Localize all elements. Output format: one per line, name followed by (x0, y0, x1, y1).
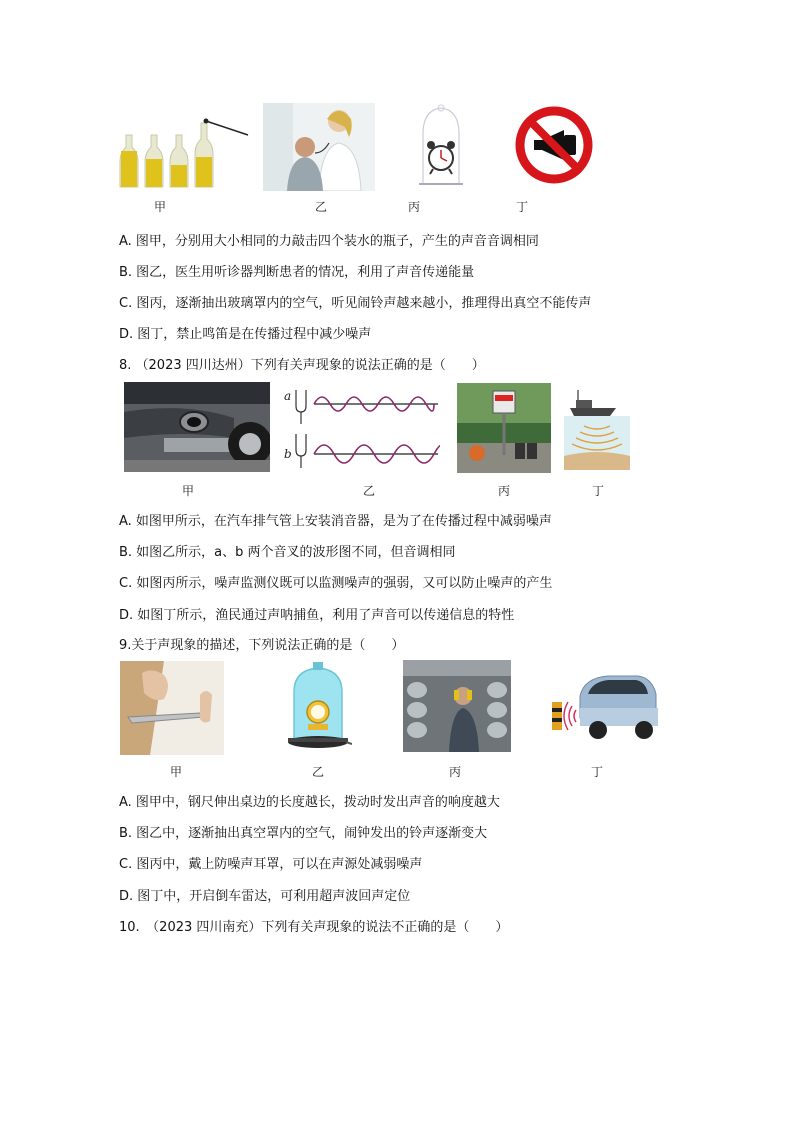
sonar-boat-image (564, 382, 630, 470)
q9-option-c: C. 图丙中，戴上防噪声耳罩，可以在声源处减弱噪声 (119, 857, 423, 872)
q9-option-d: D. 图丁中，开启倒车雷达，可利用超声波回声定位 (119, 889, 411, 904)
q9-option-a: A. 图甲中，钢尺伸出桌边的长度越长，拨动时发出声音的响度越大 (119, 795, 500, 810)
reversing-radar-car-image (546, 660, 658, 752)
q7-option-c: C. 图丙，逐渐抽出玻璃罩内的空气，听见闹铃声越来越小，推理得出真空不能传声 (119, 296, 592, 311)
q8-caption-jia: 甲 (182, 484, 195, 498)
q7-caption-yi: 乙 (315, 200, 328, 214)
q8-option-a: A. 如图甲所示，在汽车排气管上安装消音器，是为了在传播过程中减弱噪声 (119, 514, 552, 529)
q7-caption-jia: 甲 (154, 200, 167, 214)
bottles-image (118, 105, 250, 190)
bell-jar-clock-image (415, 100, 467, 188)
vacuum-bell-jar-image (284, 660, 352, 754)
noise-monitor-image (457, 383, 551, 473)
q7-option-b: B. 图乙，医生用听诊器判断患者的情况，利用了声音传递能量 (119, 265, 475, 280)
q8-option-c: C. 如图丙所示，噪声监测仪既可以监测噪声的强弱，又可以防止噪声的产生 (119, 576, 553, 591)
no-honking-sign-icon (514, 102, 594, 188)
car-exhaust-image (124, 382, 270, 472)
q7-caption-ding: 丁 (516, 200, 529, 214)
q7-option-a: A. 图甲，分别用大小相同的力敲击四个装水的瓶子，产生的声音音调相同 (119, 234, 539, 249)
q8-caption-ding: 丁 (592, 484, 605, 498)
tuning-fork-waveforms-image (282, 384, 440, 470)
q7-option-d: D. 图丁，禁止鸣笛是在传播过程中减少噪声 (119, 327, 372, 342)
q9-caption-ding: 丁 (591, 765, 604, 779)
q7-caption-bing: 丙 (408, 200, 421, 214)
q8-stem: 8. （2023 四川达州）下列有关声现象的说法正确的是（ ） (119, 358, 485, 373)
steel-ruler-table-image (120, 661, 224, 755)
q8-caption-yi: 乙 (363, 484, 376, 498)
q9-caption-bing: 丙 (449, 765, 462, 779)
factory-earmuffs-image (403, 660, 511, 752)
fork-label-a: a (284, 389, 292, 403)
q9-caption-yi: 乙 (312, 765, 325, 779)
fork-label-b: b (284, 447, 292, 461)
q8-option-d: D. 如图丁所示，渔民通过声呐捕鱼，利用了声音可以传递信息的特性 (119, 608, 515, 623)
q9-caption-jia: 甲 (170, 765, 183, 779)
q9-stem: 9.关于声现象的描述，下列说法正确的是（ ） (119, 638, 405, 653)
q8-option-b: B. 如图乙所示，a、b 两个音叉的波形图不同，但音调相同 (119, 545, 456, 560)
q10-stem: 10. （2023 四川南充）下列有关声现象的说法不正确的是（ ） (119, 920, 509, 935)
q8-caption-bing: 丙 (498, 484, 511, 498)
q9-option-b: B. 图乙中，逐渐抽出真空罩内的空气，闹钟发出的铃声逐渐变大 (119, 826, 488, 841)
doctor-stethoscope-image (263, 103, 375, 191)
